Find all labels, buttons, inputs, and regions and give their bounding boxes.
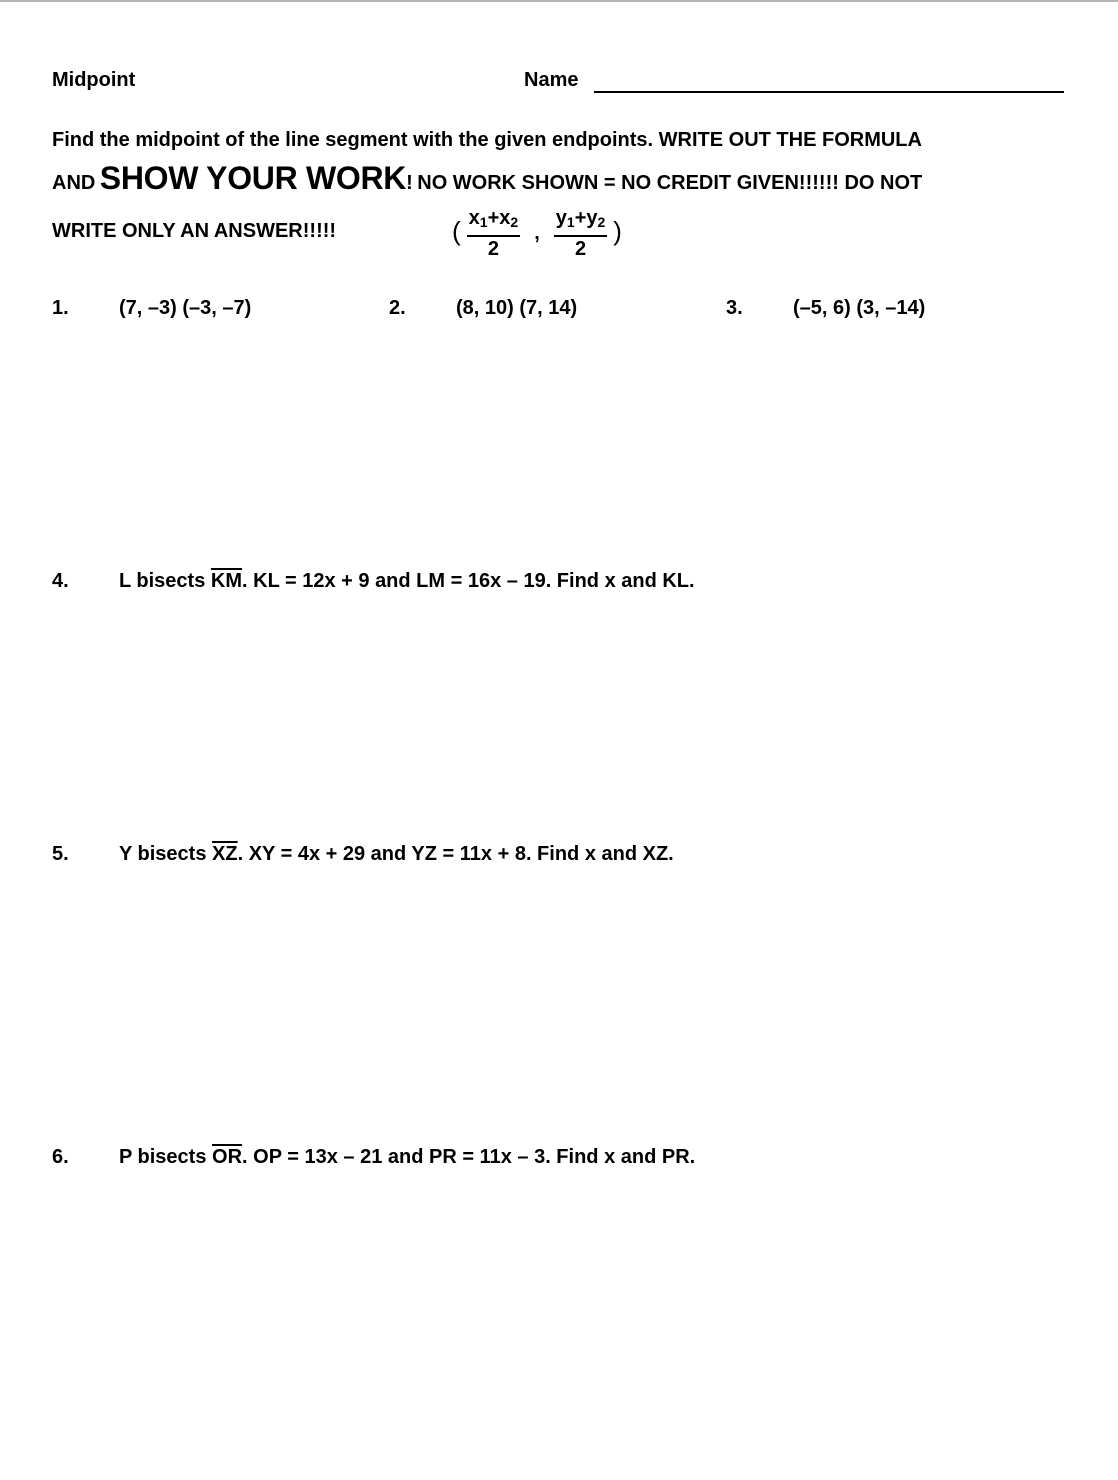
- problem-2-endpoints: (8, 10) (7, 14): [456, 297, 578, 319]
- formula-close-paren: ): [613, 216, 622, 246]
- name-blank-line[interactable]: [594, 91, 1064, 93]
- formula-x-fraction: [467, 206, 521, 261]
- problem-2-number: 2.: [389, 297, 406, 319]
- problem-6-number: 6.: [52, 1146, 69, 1168]
- formula-x-denominator: 2: [487, 237, 499, 260]
- problem-5-text: Y bisects $\overline{XZ}$. XY = 4x + 29 and YZ = 11x + 8. Find x and XZ.: [119, 843, 674, 865]
- midpoint-formula: [452, 203, 622, 263]
- top-border: [0, 0, 1118, 2]
- instructions-bang: !: [406, 172, 413, 194]
- segment-or: $\overline{OR}$: [212, 1146, 243, 1168]
- instructions-line-3: WRITE ONLY AN ANSWER!!!!!: [52, 220, 337, 242]
- formula-separator: ,: [534, 221, 540, 244]
- show-your-work-emphasis: SHOW YOUR WORK: [99, 160, 407, 196]
- problem-1-number: 1.: [52, 297, 69, 319]
- problem-4-number: 4.: [52, 570, 69, 592]
- problem-6-text: P bisects $\overline{OR}$. OP = 13x – 21 and PR = 11x – 3. Find x and PR.: [119, 1146, 696, 1168]
- formula-y-denominator: 2: [574, 237, 587, 260]
- formula-y-numerator: $y_1+y_2$: [554, 206, 608, 237]
- formula-x-numerator: $x_1+x_2$: [467, 206, 521, 237]
- instructions-line-2: [52, 160, 922, 197]
- formula-y-fraction: [554, 206, 608, 261]
- segment-km: $\overline{KM}$: [210, 570, 243, 592]
- instructions-no-work-warning: NO WORK SHOWN = NO CREDIT GIVEN!!!!!! DO NOT: [417, 172, 923, 194]
- problem-4-text: L bisects $\overline{KM}$. KL = 12x + 9 and LM = 16x – 19. Find x and KL.: [119, 570, 695, 592]
- problem-3-number: 3.: [726, 297, 743, 319]
- formula-open-paren: (: [452, 216, 461, 246]
- problem-5-number: 5.: [52, 843, 69, 865]
- name-label: Name: [524, 69, 579, 91]
- problem-1-endpoints: (7, –3) (–3, –7): [119, 297, 252, 319]
- segment-xz: $\overline{XZ}$: [212, 843, 238, 865]
- problem-3-endpoints: (–5, 6) (3, –14): [793, 297, 926, 319]
- instructions-line-1: Find the midpoint of the line segment with the given endpoints. WRITE OUT THE FORMULA: [52, 129, 922, 151]
- instructions-and: AND: [52, 172, 96, 194]
- worksheet-title: Midpoint: [52, 69, 136, 91]
